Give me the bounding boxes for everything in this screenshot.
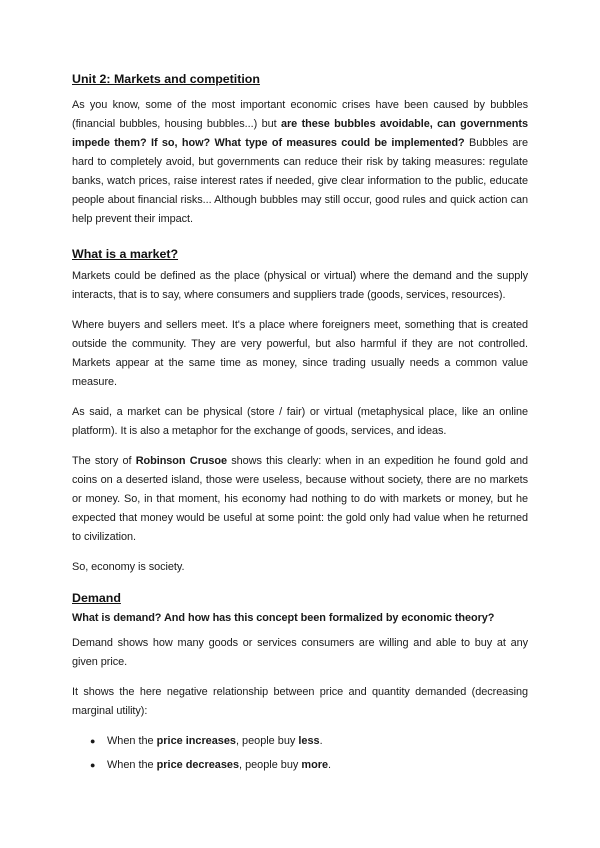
- list-item: ● When the price decreases, people buy more.: [90, 756, 528, 775]
- market-heading: What is a market?: [72, 247, 179, 261]
- market-paragraph-3: As said, a market can be physical (store / fair) or virtual (metaphysical place, like an online platform). It is also a metaphor for the exchange of goods, services, and ideas.: [72, 406, 528, 437]
- bullet-icon: ●: [90, 736, 96, 746]
- unit-title: Unit 2: Markets and competition: [72, 72, 260, 86]
- market-paragraph-4: [72, 452, 528, 547]
- demand-paragraph-1: Demand shows how many goods or services consumers are willing and able to buy at any given price.: [72, 637, 528, 668]
- robinson-crusoe: Robinson Crusoe: [135, 455, 227, 467]
- market-paragraph-1: Markets could be defined as the place (physical or virtual) where the demand and the supply interacts, that is to say, where consumers and suppliers trade (goods, services, resources).: [72, 270, 528, 301]
- demand-bullet-list: [72, 732, 528, 775]
- intro-paragraph: [72, 96, 528, 229]
- market-paragraph-2: Where buyers and sellers meet. It's a place where foreigners meet, something that is created outside the community. They are very powerful, but also harmful if they are not controlled. Markets appear at the same time as money, since trading usually needs a common value measure.: [72, 319, 528, 388]
- crusoe-text-c: shows this clearly: when in an expedition he found gold and coins on a deserted island, those were useless, because without society, there are no markets or money. So, in that moment, his economy had nothing to do with markets or money, but he expected that money would be useful at some point: the gold only had value when he returned to civilization.: [72, 455, 528, 543]
- list-item: ● When the price increases, people buy less.: [90, 732, 528, 751]
- demand-question: What is demand? And how has this concept been formalized by economic theory?: [72, 612, 495, 624]
- market-paragraph-5: So, economy is society.: [72, 561, 185, 573]
- crusoe-text-a: The story of: [72, 455, 136, 467]
- intro-text-c: Bubbles are hard to completely avoid, but governments can reduce their risk by taking measures: regulate banks, watch prices, raise interest rates if needed, give clear information to the public, educate people about financial risks... Although bubbles may still occur, good rules and quick action can help prevent their impact.: [72, 137, 528, 225]
- bullet-icon: ●: [90, 760, 96, 770]
- intro-question: are these bubbles avoidable, can governments impede them? If so, how? What type of measures could be implemented?: [72, 118, 528, 149]
- demand-heading: Demand: [72, 591, 121, 605]
- demand-paragraph-2: It shows the here negative relationship between price and quantity demanded (decreasing marginal utility):: [72, 686, 528, 717]
- intro-text-a: As you know, some of the most important economic crises have been caused by bubbles (financial bubbles, housing bubbles...) but: [72, 99, 528, 130]
